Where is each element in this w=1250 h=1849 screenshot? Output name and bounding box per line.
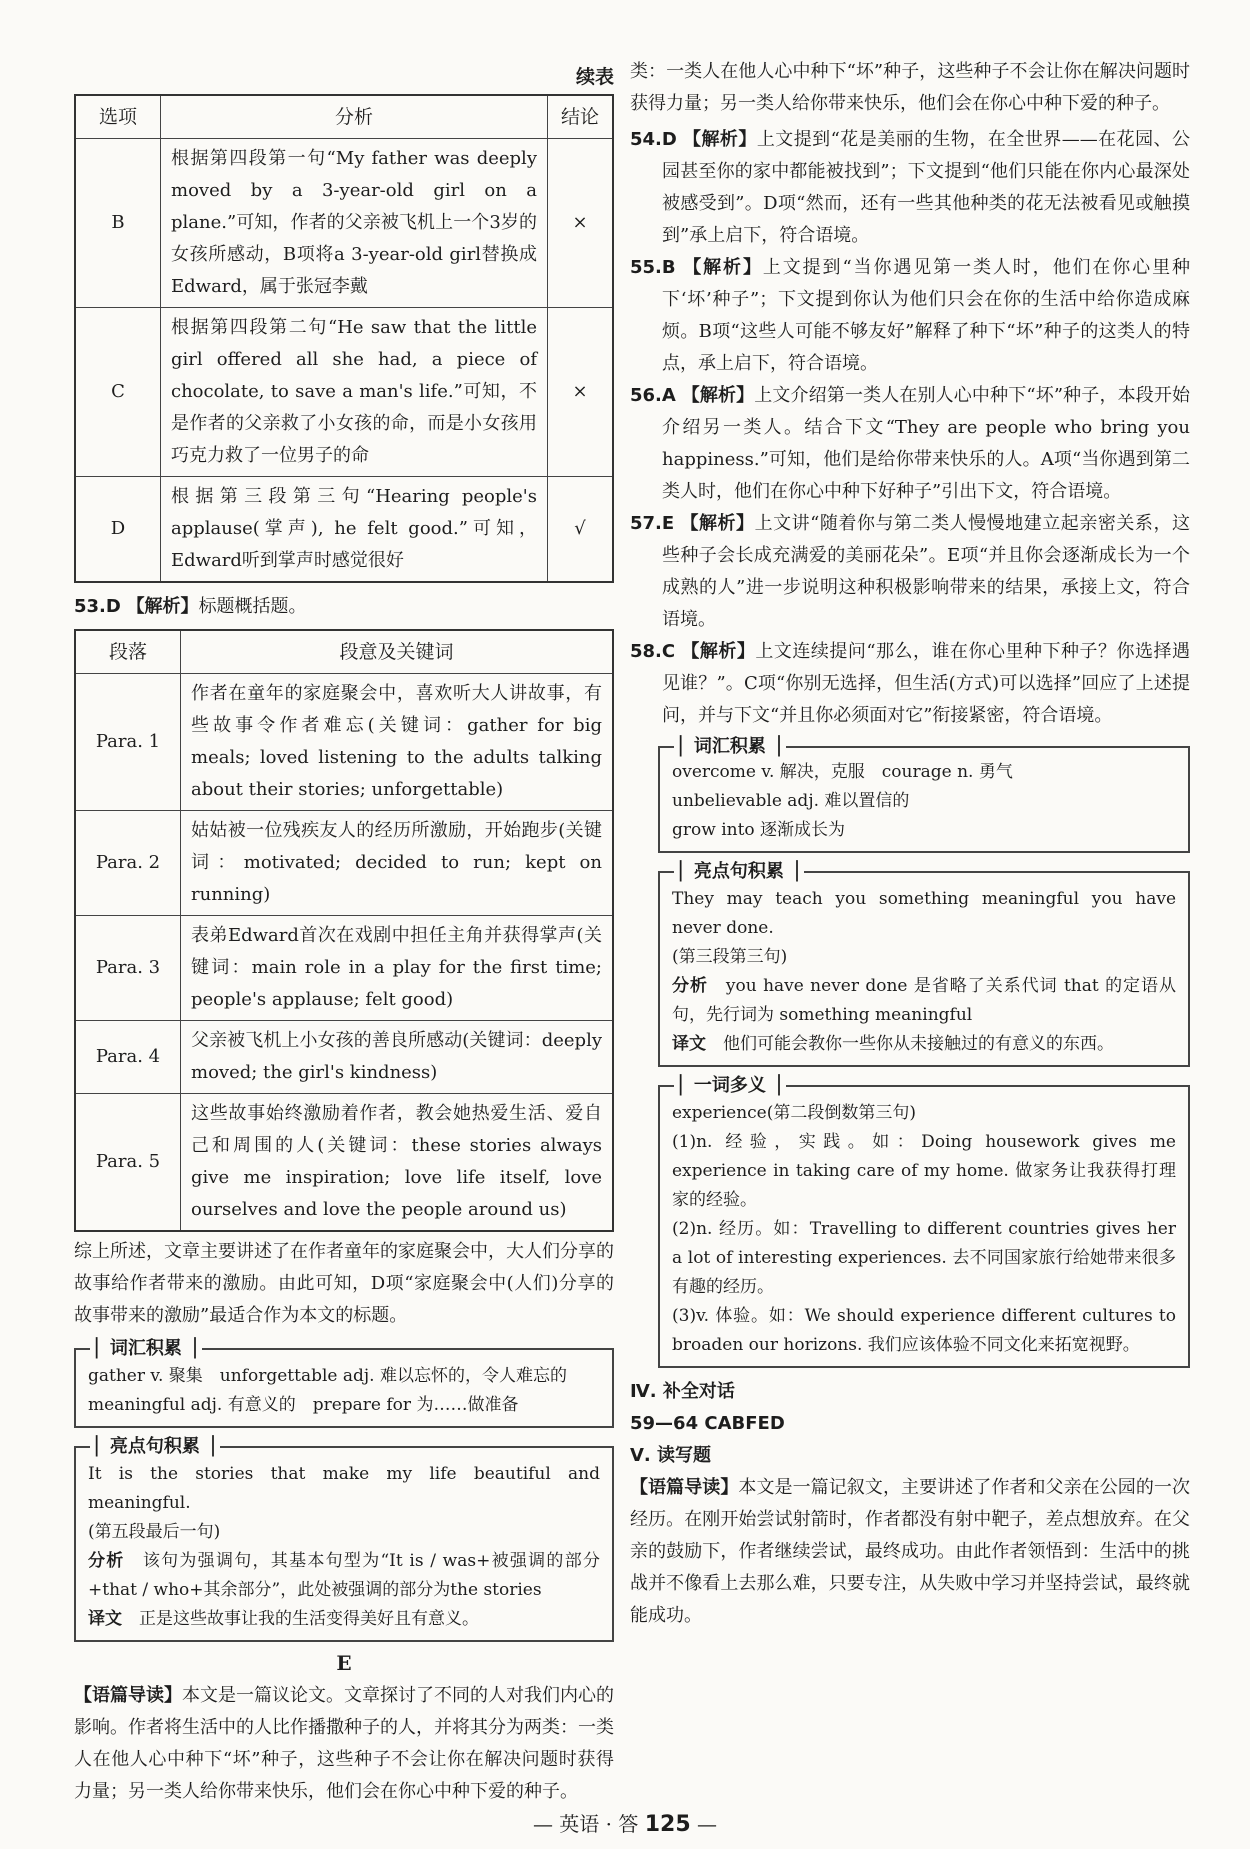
table-row xyxy=(75,1094,613,1232)
highlight-analysis xyxy=(88,1547,600,1605)
para-cell: Para. 2 xyxy=(75,811,181,916)
vocab-line: unbelievable adj. 难以置信的 xyxy=(672,791,910,811)
answer-53 xyxy=(74,591,614,623)
highlight-translation xyxy=(88,1605,600,1634)
translation-text: 正是这些故事让我的生活变得美好且有意义。 xyxy=(139,1609,479,1629)
answer-56 xyxy=(630,380,1190,508)
polysemy-item: (1)n. 经验，实践。如：Doing housework gives me experience in taking care of my home. 做家务让我获得打理家的经验。 xyxy=(672,1132,1176,1210)
content-cell: 姑姑被一位残疾友人的经历所激励，开始跑步(关键词：motivated; decided to run; kept on running) xyxy=(181,811,614,916)
answer-text: 标题概括题。 xyxy=(198,596,307,617)
highlight-box-right xyxy=(658,861,1190,1067)
header-analysis: 分析 xyxy=(161,95,548,139)
polysemy-word: experience(第二段倒数第三句) xyxy=(672,1103,917,1123)
para-cell: Para. 1 xyxy=(75,674,181,811)
highlight-box-left xyxy=(74,1436,614,1642)
header-option: 选项 xyxy=(75,95,161,139)
highlight-translation xyxy=(672,1030,1176,1059)
guide-text: 本文是一篇记叙文，主要讲述了作者和父亲在公园的一次经历。在刚开始尝试射箭时，作者都没有射中靶子，差点想放弃。在父亲的鼓励下，作者继续尝试，最终成功。由此作者领悟到：生活中的挑战并不像看上去那么难，只要专注，从失败中学习并坚持尝试，最终就能成功。 xyxy=(630,1477,1191,1626)
section-iv-heading: Ⅳ. 补全对话 xyxy=(630,1381,735,1402)
answer-number: 53.D xyxy=(74,596,121,617)
analysis-tag: 【解析】 xyxy=(681,385,755,406)
highlight-analysis xyxy=(672,972,1176,1030)
guide-tag: 【语篇导读】 xyxy=(630,1477,739,1498)
answer-57 xyxy=(630,508,1190,636)
verdict-cell: × xyxy=(548,139,614,308)
section-e-heading: E xyxy=(336,1651,352,1675)
vocab-box-title: ▏ 词汇积累 ▕ xyxy=(90,1336,202,1362)
analysis-cell: 根据第四段第二句“He saw that the little girl offered all she had, a piece of chocolate, to save a man's life.”可知，不是作者的父亲救了小女孩的命，而是小女孩用巧克力救了一位男子的命 xyxy=(161,308,548,477)
content-cell: 父亲被飞机上小女孩的善良所感动(关键词：deeply moved; the girl's kindness) xyxy=(181,1021,614,1094)
vocab-box-right xyxy=(658,736,1190,853)
left-column xyxy=(74,60,614,1808)
answer-text: 上文连续提问“那么，谁在你心里种下种子？你选择遇见谁？”。C项“你别无选择，但生活(方式)可以选择”回应了上述提问，并与下文“并且你必须面对它”衔接紧密，符合语境。 xyxy=(662,641,1191,726)
highlight-box-title: ▏ 亮点句积累 ▕ xyxy=(674,859,804,885)
translation-label: 译文 xyxy=(672,1034,706,1054)
content-cell: 表弟Edward首次在戏剧中担任主角并获得掌声(关键词：main role in a play for the first time; people's applause; felt good) xyxy=(181,916,614,1021)
section-v-heading: Ⅴ. 读写题 xyxy=(630,1445,712,1466)
para-cell: Para. 3 xyxy=(75,916,181,1021)
paragraph-summary-table xyxy=(74,629,614,1232)
table-row xyxy=(75,139,613,308)
vocab-line: meaningful adj. 有意义的 prepare for 为……做准备 xyxy=(88,1395,519,1415)
analysis-text: you have never done 是省略了关系代词 that 的定语从句，先行词为 something meaningful xyxy=(672,976,1176,1025)
translation-label: 译文 xyxy=(88,1609,122,1629)
table-row xyxy=(75,477,613,583)
guide-left xyxy=(74,1680,614,1808)
header-para: 段落 xyxy=(75,630,181,674)
analysis-cell: 根据第四段第一句“My father was deeply moved by a 3-year-old girl on a plane.”可知，作者的父亲被飞机上一个3岁的女孩所感动，B项将a 3-year-old girl替换成Edward，属于张冠李戴 xyxy=(161,139,548,308)
para-cell: Para. 5 xyxy=(75,1094,181,1232)
header-verdict: 结论 xyxy=(548,95,614,139)
table-header-row xyxy=(75,630,613,674)
analysis-label: 分析 xyxy=(672,976,708,996)
verdict-cell: √ xyxy=(548,477,614,583)
option-cell: B xyxy=(75,139,161,308)
analysis-cell: 根据第三段第三句“Hearing people's applause(掌声), he felt good.”可知，Edward听到掌声时感觉很好 xyxy=(161,477,548,583)
vocab-box-left xyxy=(74,1338,614,1428)
vocab-line: grow into 逐渐成长为 xyxy=(672,820,846,840)
translation-text: 他们可能会教你一些你从未接触过的有意义的东西。 xyxy=(723,1034,1114,1054)
table-row xyxy=(75,674,613,811)
para-cell: Para. 4 xyxy=(75,1021,181,1094)
footer-dash: — xyxy=(697,1812,718,1836)
answer-55 xyxy=(630,252,1190,380)
answers-59-64: 59—64 CABFED xyxy=(630,1413,785,1434)
summary-53: 综上所述，文章主要讲述了在作者童年的家庭聚会中，大人们分享的故事给作者带来的激励。由此可知，D项“家庭聚会中(人们)分享的故事带来的激励”最适合作为本文的标题。 xyxy=(74,1241,614,1326)
verdict-cell: × xyxy=(548,308,614,477)
guide-right xyxy=(630,1472,1190,1632)
answer-54 xyxy=(630,124,1190,252)
highlight-box-title: ▏ 亮点句积累 ▕ xyxy=(90,1434,220,1460)
highlight-sentence: They may teach you something meaningful you have never done. xyxy=(672,889,1176,938)
vocab-box-title: ▏ 词汇积累 ▕ xyxy=(674,734,786,760)
option-cell: D xyxy=(75,477,161,583)
vocab-line: overcome v. 解决，克服 courage n. 勇气 xyxy=(672,762,1013,782)
analysis-label: 分析 xyxy=(88,1551,125,1571)
polysemy-box-title: ▏ 一词多义 ▕ xyxy=(674,1073,786,1099)
polysemy-box xyxy=(658,1075,1190,1368)
guide-tag: 【语篇导读】 xyxy=(74,1685,182,1706)
answer-text: 上文讲“随着你与第二类人慢慢地建立起亲密关系，这些种子会长成充满爱的美丽花朵”。E项“并且你会逐渐成长为一个成熟的人”进一步说明这种积极影响带来的结果，承接上文，符合语境。 xyxy=(662,513,1190,630)
table-row xyxy=(75,1021,613,1094)
answer-number: 57.E xyxy=(630,513,675,534)
polysemy-item: (3)v. 体验。如：We should experience different cultures to broaden our horizons. 我们应该体验不同文化来拓宽视野。 xyxy=(672,1306,1176,1355)
analysis-text: 该句为强调句，其基本句型为“It is / was+被强调的部分+that / who+其余部分”，此处被强调的部分为the stories xyxy=(88,1551,600,1600)
table-header-row xyxy=(75,95,613,139)
highlight-sentence: It is the stories that make my life beautiful and meaningful. xyxy=(88,1464,600,1513)
answer-58 xyxy=(630,636,1190,732)
options-analysis-table xyxy=(74,94,614,583)
answer-text: 上文提到“花是美丽的生物，在全世界——在花园、公园甚至你的家中都能被找到”；下文提到“他们只能在你内心最深处被感受到”。D项“然而，还有一些其他种类的花无法被看见或触摸到”承上启下，符合语境。 xyxy=(662,129,1190,246)
vocab-line: gather v. 聚集 unforgettable adj. 难以忘怀的，令人难忘的 xyxy=(88,1366,567,1386)
answer-number: 58.C xyxy=(630,641,676,662)
polysemy-item: (2)n. 经历。如：Travelling to different countries gives her a lot of interesting experiences. 去不同国家旅行给她带来很多有趣的经历。 xyxy=(672,1219,1176,1297)
analysis-tag: 【解析】 xyxy=(681,641,756,662)
analysis-tag: 【解析】 xyxy=(683,257,763,278)
header-content: 段意及关键词 xyxy=(181,630,614,674)
analysis-tag: 【解析】 xyxy=(126,596,199,617)
analysis-tag: 【解析】 xyxy=(683,129,757,150)
analysis-tag: 【解析】 xyxy=(680,513,755,534)
content-cell: 作者在童年的家庭聚会中，喜欢听大人讲故事，有些故事令作者难忘(关键词：gather for big meals; loved listening to the adults talking about their stories; unforgettable) xyxy=(181,674,614,811)
answer-number: 54.D xyxy=(630,129,677,150)
option-cell: C xyxy=(75,308,161,477)
right-intro: 类：一类人在他人心中种下“坏”种子，这些种子不会让你在解决问题时获得力量；另一类人给你带来快乐，他们会在你心中种下爱的种子。 xyxy=(630,61,1190,114)
page-footer xyxy=(0,1808,1250,1841)
table-row xyxy=(75,916,613,1021)
table-row xyxy=(75,308,613,477)
answer-number: 55.B xyxy=(630,257,676,278)
answer-text: 上文提到“当你遇见第一类人时，他们在你心里种下‘坏’种子”；下文提到你认为他们只会在你的生活中给你造成麻烦。B项“这些人可能不够友好”解释了种下“坏”种子的这类人的特点，承上启下，符合语境。 xyxy=(662,257,1190,374)
content-cell: 这些故事始终激励着作者，教会她热爱生活、爱自己和周围的人(关键词：these stories always give me inspiration; love life itself, love ourselves and love the people around us) xyxy=(181,1094,614,1232)
answer-text: 上文介绍第一类人在别人心中种下“坏”种子，本段开始介绍另一类人。结合下文“They are people who bring you happiness.”可知，他们是给你带来快乐的人。A项“当你遇到第二类人时，他们在你心中种下好种子”引出下文，符合语境。 xyxy=(662,385,1191,502)
table-row xyxy=(75,811,613,916)
highlight-source: (第三段第三句) xyxy=(672,947,788,967)
continued-label: 续表 xyxy=(575,66,614,88)
page-number: 125 xyxy=(644,1812,691,1837)
right-column xyxy=(630,60,1190,1632)
answer-number: 56.A xyxy=(630,385,676,406)
highlight-source: (第五段最后一句) xyxy=(88,1522,221,1542)
footer-subject: — 英语 · 答 xyxy=(532,1812,639,1836)
guide-text: 本文是一篇议论文。文章探讨了不同的人对我们内心的影响。作者将生活中的人比作播撒种子的人，并将其分为两类：一类人在他人心中种下“坏”种子，这些种子不会让你在解决问题时获得力量；另一类人给你带来快乐，他们会在你心中种下爱的种子。 xyxy=(74,1685,614,1802)
